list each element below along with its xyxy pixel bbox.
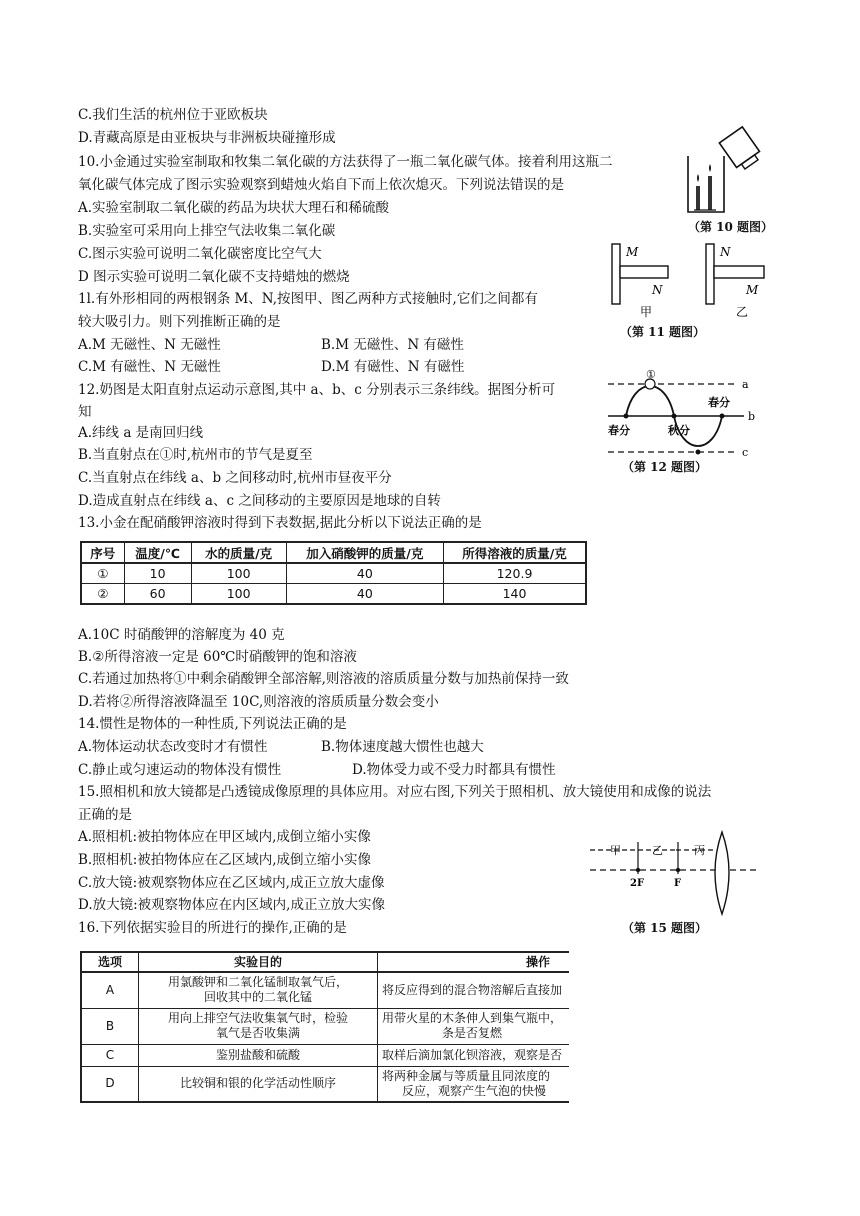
table-cell: 鉴别盐酸和硫酸 <box>139 1044 378 1066</box>
option-c-q12: C.当直射点在纬线 a、b 之间移动时,杭州市昼夜平分 <box>78 470 392 486</box>
label-spring-equinox: 春分 <box>708 396 730 409</box>
table-cell: 120.9 <box>444 563 586 584</box>
figure-11-steel-bars <box>606 240 772 320</box>
option-c-q13: C.若通过加热将①中剩余硝酸钾全部溶解,则溶液的溶质质量分数与加热前保持一致 <box>78 671 569 687</box>
beaker-icon <box>688 156 724 212</box>
table-cell: 用带火星的木条伸人到集气瓶中， 条是否复燃 <box>378 1008 570 1044</box>
question-14-stem: 14.惯性是物体的一种性质,下列说法正确的是 <box>78 716 347 732</box>
label-N: N <box>652 283 663 297</box>
option-d-q11: D.M 有磁性、N 有磁性 <box>321 359 465 375</box>
table-header: 操作 <box>378 952 570 972</box>
table-cell: C <box>81 1044 139 1066</box>
question-12-stem: 12.奶图是太阳直射点运动示意图,其中 a、b、c 分别表示三条纬线。据图分析可 <box>78 382 556 398</box>
option-b-q11: B.M 无磁性、N 有磁性 <box>321 337 464 353</box>
figure-10-caption: （第 10 题图） <box>688 220 774 234</box>
table-header: 加入硝酸钾的质量/克 <box>286 542 443 563</box>
table-cell: 100 <box>191 584 286 605</box>
label-2F: 2F <box>630 878 645 889</box>
table-q16-wrapper <box>80 951 569 1107</box>
option-b-q10: B.实验室可采用向上排空气法收集二氧化碳 <box>78 223 336 239</box>
table-row <box>81 972 569 1008</box>
table-header: 温度/℃ <box>124 542 191 563</box>
table-cell: 用氯酸钾和二氧化锰制取氧气后， 回收其中的二氧化锰 <box>139 972 378 1008</box>
option-a-q10: A.实验室制取二氧化碳的药品为块状大理石和稀硫酸 <box>78 200 390 216</box>
label-region-yi: 乙 <box>652 844 663 857</box>
table-cell: 40 <box>286 584 443 605</box>
gas-bottle-icon <box>719 127 759 168</box>
option-c-q10: C.图示实验可说明二氧化碳密度比空气大 <box>78 246 322 262</box>
table-cell: 将反应得到的混合物溶解后直接加 <box>378 972 570 1008</box>
option-d-q12: D.造成直射点在纬线 a、c 之间移动的主要原因是地球的自转 <box>78 493 441 509</box>
table-cell: ① <box>81 563 124 584</box>
option-c-q11: C.M 有磁性、N 无磁性 <box>78 359 221 375</box>
option-d-q14: D.物体受力或不受力时都具有惯性 <box>352 762 556 778</box>
table-q13 <box>80 541 587 605</box>
label-c: c <box>742 446 749 459</box>
question-13-stem: 13.小金在配硝酸钾溶液时得到下表数据,据此分析以下说法正确的是 <box>78 515 482 531</box>
question-10-stem: 10.小金通过实验室制取和牧集二氧化碳的方法获得了一瓶二氧化碳气体。接着利用这瓶二 <box>78 154 613 170</box>
candle-icon <box>696 186 700 210</box>
question-15-stem: 15.照相机和放大镜都是凸透镜成像原理的具体应用。对应右图,下列关于照相机、放大镜使用和成像的说法 <box>78 784 712 800</box>
option-d-q13: D.若将②所得溶液降温至 10C,则溶液的溶质质量分数会变小 <box>78 694 439 710</box>
label-b: b <box>748 410 756 423</box>
label-F: F <box>674 878 682 889</box>
table-header: 序号 <box>81 542 124 563</box>
label-spring-equinox: 春分 <box>608 424 630 437</box>
option-c-q9: C.我们生活的杭州位于亚欧板块 <box>78 107 268 123</box>
label-yi: 乙 <box>736 305 749 319</box>
table-row <box>81 1066 569 1102</box>
table-cell: 140 <box>444 584 586 605</box>
label-circle-1: ① <box>646 368 656 381</box>
table-row <box>81 584 586 605</box>
option-a-q14: A.物体运动状态改变时才有惯性 <box>78 739 268 755</box>
table-cell: ② <box>81 584 124 605</box>
figure-15-caption: （第 15 题图） <box>622 921 708 935</box>
option-c-q14: C.静止或匀速运动的物体没有惯性 <box>78 762 282 778</box>
table-row <box>81 1044 569 1066</box>
question-11-stem-cont: 较大吸引力。则下列推断正确的是 <box>78 314 281 330</box>
label-region-bing: 丙 <box>694 844 705 857</box>
label-jia: 甲 <box>640 305 653 319</box>
question-15-stem-cont: 正确的是 <box>78 807 132 823</box>
table-cell: 用向上排空气法收集氧气时，检验 氧气是否收集满 <box>139 1008 378 1044</box>
table-header: 水的质量/克 <box>191 542 286 563</box>
figure-11-caption: （第 11 题图） <box>620 325 706 339</box>
table-cell: 取样后滴加氯化钡溶液，观察是否 <box>378 1044 570 1066</box>
option-b-q15: B.照相机:被拍物体应在乙区域内,成倒立缩小实像 <box>78 852 372 868</box>
option-a-q13: A.10C 时硝酸钾的溶解度为 40 克 <box>78 627 285 643</box>
label-M: M <box>746 283 759 297</box>
table-cell: 40 <box>286 563 443 584</box>
question-11-stem: 1l.有外形相同的两根钢条 M、N,按图甲、图乙两种方式接触时,它们之间都有 <box>78 291 538 307</box>
table-cell: A <box>81 972 139 1008</box>
table-row <box>81 1008 569 1044</box>
figure-12-caption: （第 12 题图） <box>622 460 708 474</box>
option-b-q12: B.当直射点在①时,杭州市的节气是夏至 <box>78 447 313 463</box>
label-region-jia: 甲 <box>610 844 621 857</box>
table-header: 选项 <box>81 952 139 972</box>
table-cell: 将两种金属与等质量且同浓度的 反应，观察产生气泡的快慢 <box>378 1066 570 1102</box>
option-c-q15: C.放大镜:被观察物体应在乙区域内,成正立放大虚像 <box>78 875 385 891</box>
figure-12-sun-point <box>604 366 764 466</box>
table-cell: B <box>81 1008 139 1044</box>
figure-15-convex-lens <box>586 828 762 920</box>
option-b-q14: B.物体速度越大惯性也越大 <box>321 739 484 755</box>
table-row <box>81 563 586 584</box>
label-autumn-equinox: 秋分 <box>668 424 690 437</box>
option-a-q15: A.照相机:被拍物体应在甲区域内,成倒立缩小实像 <box>78 829 371 845</box>
table-cell: 100 <box>191 563 286 584</box>
question-12-stem-cont: 知 <box>78 404 92 420</box>
table-cell: 60 <box>124 584 191 605</box>
table-header: 所得溶液的质量/克 <box>444 542 586 563</box>
label-M: M <box>626 245 639 259</box>
question-16-stem: 16.下列依据实验目的所进行的操作,正确的是 <box>78 920 347 936</box>
table-header: 实验目的 <box>139 952 378 972</box>
figure-10-co2-candles <box>680 126 770 216</box>
table-cell: 比较铜和银的化学活动性顺序 <box>139 1066 378 1102</box>
option-d-q9: D.青藏高原是由亚板块与非洲板块碰撞形成 <box>78 130 336 146</box>
table-cell: D <box>81 1066 139 1102</box>
candle-icon <box>708 176 712 210</box>
question-10-stem-cont: 氧化碳气体完成了图示实验观察到蜡烛火焰自下而上依次熄灭。下列说法错误的是 <box>78 177 564 193</box>
label-N: N <box>720 245 731 259</box>
table-cell: 10 <box>124 563 191 584</box>
label-a: a <box>742 378 749 391</box>
option-b-q13: B.②所得溶液一定是 60℃时硝酸钾的饱和溶液 <box>78 649 357 665</box>
option-d-q15: D.放大镜:被观察物体应在内区域内,成正立放大实像 <box>78 897 385 913</box>
option-a-q11: A.M 无磁性、N 无磁性 <box>78 337 221 353</box>
table-q16 <box>80 951 569 1103</box>
option-a-q12: A.纬线 a 是南回归线 <box>78 425 204 441</box>
lens-icon <box>715 832 729 914</box>
option-d-q10: D 图示实验可说明二氧化碳不支持蜡烛的燃烧 <box>78 269 350 285</box>
